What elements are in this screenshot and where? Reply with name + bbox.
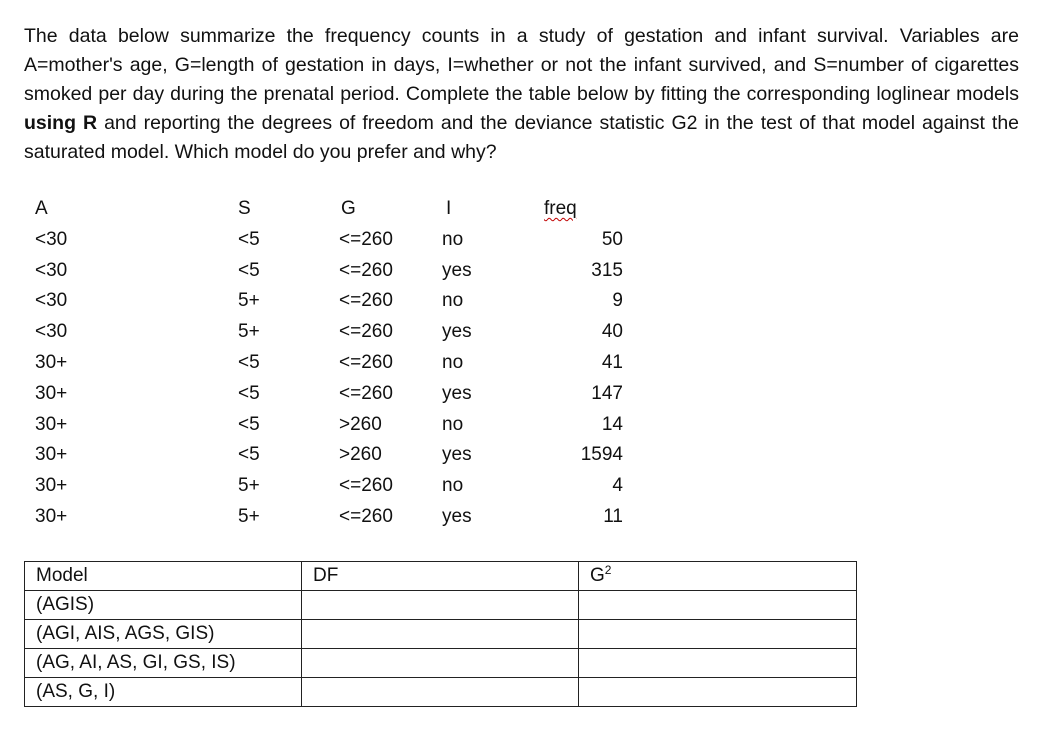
cell-a: 30+ <box>35 413 68 435</box>
cell-g: <=260 <box>339 382 393 404</box>
g2-cell[interactable] <box>579 620 857 649</box>
cell-s: 5+ <box>238 321 260 343</box>
model-name-cell: (AGI, AIS, AGS, GIS) <box>25 620 302 649</box>
header-g: G <box>341 198 356 219</box>
cell-a: 30+ <box>35 351 68 373</box>
cell-s: 5+ <box>238 475 260 497</box>
cell-freq: 147 <box>591 382 623 404</box>
cell-a: <30 <box>35 321 68 343</box>
cell-g: <=260 <box>339 505 393 527</box>
cell-i: no <box>442 351 464 373</box>
intro-text-1: The data below summarize the frequency counts in a study of gestation and infant survival. Variables are A=mother's age, G=length of gestation in days, I=whether or not the infant survived, and S=number of cigarettes smoked per day during the prenatal period. Complete the table below by fitting the corresponding loglinear models <box>24 25 1019 105</box>
g2-cell[interactable] <box>579 678 857 707</box>
cell-g: <=260 <box>339 290 393 312</box>
intro-text-2: and reporting the degrees of freedom and the deviance statistic G2 in the test of that model against the saturated model. Which model do you prefer and why? <box>24 112 1020 163</box>
cell-freq: 40 <box>601 321 623 343</box>
model-name-cell: (AS, G, I) <box>25 678 302 707</box>
header-i: I <box>446 198 452 219</box>
cell-i: yes <box>442 444 472 466</box>
header-s: S <box>238 198 251 219</box>
cell-s: <5 <box>238 259 260 281</box>
cell-g: >260 <box>339 444 382 466</box>
header-g2 <box>579 562 857 591</box>
header-model: Model <box>25 562 302 591</box>
df-cell[interactable] <box>302 591 579 620</box>
cell-i: yes <box>442 259 472 281</box>
df-cell[interactable] <box>302 649 579 678</box>
model-row <box>25 678 857 707</box>
cell-a: 30+ <box>35 505 68 527</box>
cell-i: yes <box>442 505 472 527</box>
cell-freq: 14 <box>601 413 623 435</box>
header-freq: freq <box>544 198 577 219</box>
cell-a: <30 <box>35 290 68 312</box>
model-row <box>25 649 857 678</box>
cell-freq: 41 <box>601 351 623 373</box>
header-g2-sup: 2 <box>604 563 612 577</box>
model-name-cell: (AG, AI, AS, GI, GS, IS) <box>25 649 302 678</box>
header-df: DF <box>302 562 579 591</box>
cell-s: <5 <box>238 228 260 250</box>
cell-i: no <box>442 413 464 435</box>
cell-i: no <box>442 290 464 312</box>
cell-g: <=260 <box>339 321 393 343</box>
df-cell[interactable] <box>302 678 579 707</box>
g2-cell[interactable] <box>579 649 857 678</box>
cell-g: >260 <box>339 413 382 435</box>
cell-s: <5 <box>238 382 260 404</box>
cell-g: <=260 <box>339 351 393 373</box>
cell-s: <5 <box>238 444 260 466</box>
cell-a: 30+ <box>35 475 68 497</box>
cell-freq: 11 <box>603 505 623 527</box>
cell-a: <30 <box>35 259 68 281</box>
cell-s: <5 <box>238 413 260 435</box>
cell-g: <=260 <box>339 475 393 497</box>
cell-freq: 315 <box>591 259 623 281</box>
model-name-cell: (AGIS) <box>25 591 302 620</box>
cell-i: no <box>442 228 464 250</box>
cell-i: yes <box>442 382 472 404</box>
cell-s: 5+ <box>238 505 260 527</box>
problem-statement <box>24 22 1019 167</box>
model-table-header <box>25 562 857 591</box>
g2-cell[interactable] <box>579 591 857 620</box>
model-table-body <box>25 591 857 707</box>
cell-a: 30+ <box>35 444 68 466</box>
header-g2-base: G <box>590 565 605 586</box>
cell-g: <=260 <box>339 228 393 250</box>
cell-s: 5+ <box>238 290 260 312</box>
cell-i: no <box>442 475 464 497</box>
cell-a: <30 <box>35 228 68 250</box>
cell-freq: 9 <box>612 290 623 312</box>
cell-g: <=260 <box>339 259 393 281</box>
header-a: A <box>35 198 48 219</box>
cell-freq: 50 <box>601 228 623 250</box>
model-row <box>25 620 857 649</box>
model-row <box>25 591 857 620</box>
cell-freq: 1594 <box>580 444 623 466</box>
cell-i: yes <box>442 321 472 343</box>
cell-s: <5 <box>238 351 260 373</box>
cell-freq: 4 <box>612 475 623 497</box>
model-results-table <box>24 561 857 707</box>
df-cell[interactable] <box>302 620 579 649</box>
cell-a: 30+ <box>35 382 68 404</box>
intro-bold-text: using R <box>24 112 98 134</box>
